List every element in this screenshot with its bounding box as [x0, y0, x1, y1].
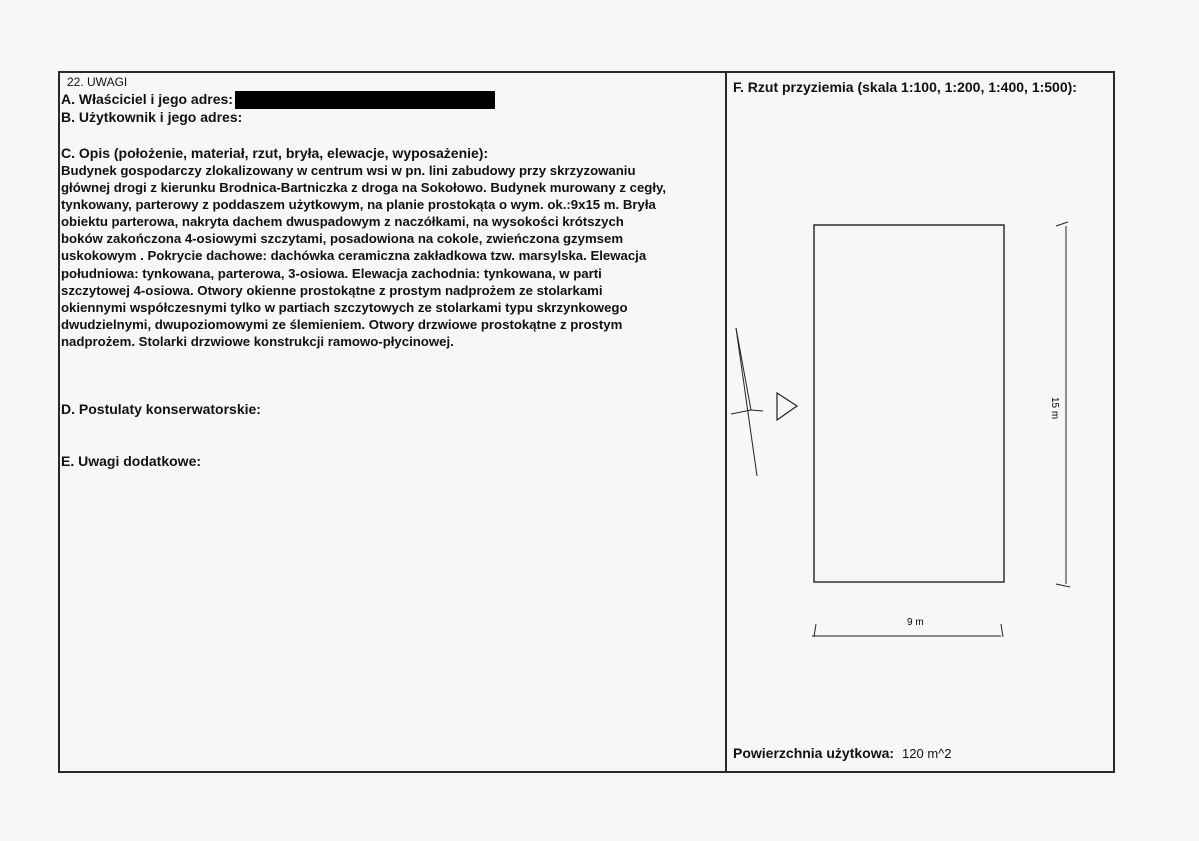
usable-area-value: 120 m^2	[902, 746, 952, 761]
description-line: tynkowany, parterowy z poddaszem użytkowym, na planie prostokąta o wym. ok.:9x15 m. Bryła	[61, 197, 656, 213]
description-line: boków zakończona 4-osiowymi szczytami, posadowiona na cokole, zwieńczona gzymsem	[61, 231, 624, 247]
owner-label: A. Właściciel i jego adres:	[61, 91, 233, 107]
length-dimension-label: 15 m	[1049, 397, 1060, 420]
description-line: okiennymi współczesnymi tylko w partiach szczytowych ze stolarkami typu skrzynkowego	[61, 299, 628, 315]
description-line: uskokowym . Pokrycie dachowe: dachówka ceramiczna zakładkowa tzw. marsylska. Elewacja	[61, 248, 647, 264]
floor-plan-drawing	[727, 200, 1107, 660]
uwagi-label: E. Uwagi dodatkowe:	[61, 453, 202, 469]
entrance-triangle-icon	[777, 393, 797, 420]
floor-plan-title: F. Rzut przyziemia (skala 1:100, 1:200, 1:400, 1:500):	[733, 79, 1077, 95]
width-dimension-label: 9 m	[907, 617, 924, 628]
redaction-block	[235, 91, 495, 109]
building-outline	[814, 225, 1004, 582]
owner-row	[61, 91, 721, 109]
section-number: 22. UWAGI	[67, 75, 128, 89]
north-arrow-icon	[731, 328, 763, 476]
description-line: południowa: tynkowana, parterowa, 3-osiowa. Elewacja zachodnia: tynkowana, w parti	[61, 265, 602, 281]
user-label: B. Użytkownik i jego adres:	[61, 109, 243, 125]
description-line: nadprożem. Stolarki drzwiowe konstrukcji ramowo-płycinowej.	[61, 333, 454, 349]
description-line: głównej drogi z kierunku Brodnica-Bartniczka z droga na Sokołowo. Budynek murowany z cegły,	[61, 180, 667, 196]
usable-area-row	[733, 745, 952, 761]
description-heading: C. Opis (położenie, materiał, rzut, bryła, elewacje, wyposażenie):	[61, 145, 489, 161]
description-line: obiektu parterowa, nakryta dachem dwuspadowym z naczółkami, na wysokości krótszych	[61, 214, 624, 230]
left-column	[61, 75, 721, 350]
description-line: dwudzielnymi, dwupoziomowymi ze ślemieniem. Otwory drzwiowe prostokątne z prostym	[61, 316, 623, 332]
postulaty-label: D. Postulaty konserwatorskie:	[61, 401, 261, 417]
usable-area-label: Powierzchnia użytkowa:	[733, 745, 895, 761]
description-text	[61, 162, 721, 350]
description-line: Budynek gospodarczy zlokalizowany w centrum wsi w pn. lini zabudowy przy skrzyzowaniu	[61, 163, 636, 178]
description-line: szczytowej 4-osiowa. Otwory okienne prostokątne z prostym nadprożem ze stolarkami	[61, 282, 603, 298]
